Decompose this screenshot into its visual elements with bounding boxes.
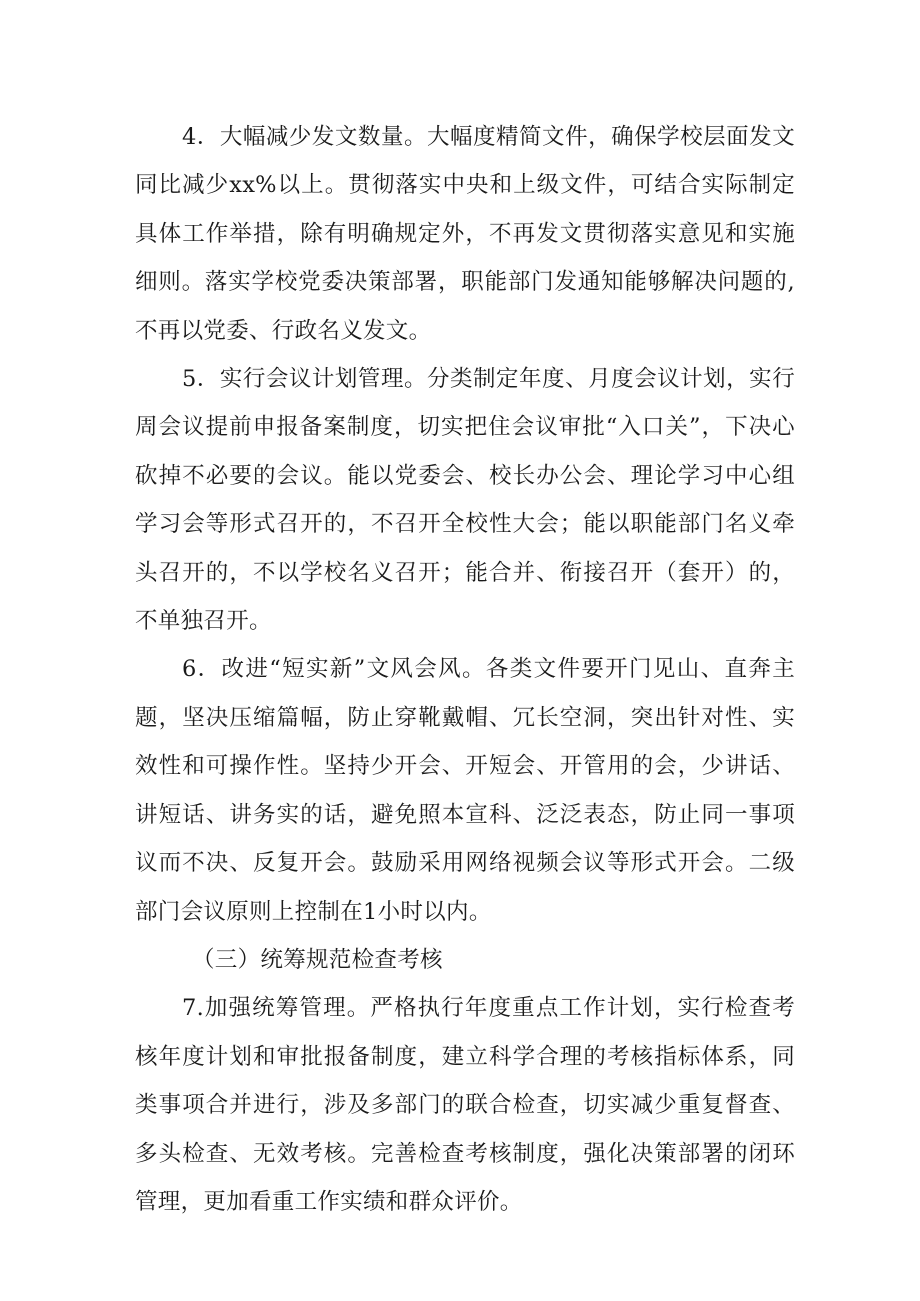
paragraph-item-4: 4．大幅减少发文数量。大幅度精简文件，确保学校层面发文同比减少xx%以上。贯彻落实中央和上级文件，可结合实际制定具体工作举措，除有明确规定外，不再发文贯彻落实意见和实施细则。落实学校党委决策部署，职能部门发通知能够解决问题的,不再以党委、行政名义发文。 <box>135 124 795 344</box>
section-heading: （三）统筹规范检查考核 <box>192 946 443 973</box>
paragraph-item-6: 6．改进“短实新”文风会风。各类文件要开门见山、直奔主题，坚决压缩篇幅，防止穿靴戴帽、冗长空洞，突出针对性、实效性和可操作性。坚持少开会、开短会、开管用的会，少讲话、讲短话、讲务实的话，避免照本宣科、泛泛表态，防止同一事项议而不决、反复开会。鼓励采用网络视频会议等形式开会。二级部门会议原则上控制在1小时以内。 <box>135 656 795 925</box>
document-body <box>135 113 795 1226</box>
paragraph-item-5: 5．实行会议计划管理。分类制定年度、月度会议计划，实行周会议提前申报备案制度，切实把住会议审批“入口关”，下决心砍掉不必要的会议。能以党委会、校长办公会、理论学习中心组学习会等形式召开的，不召开全校性大会；能以职能部门名义牵头召开的，不以学校名义召开；能合并、衔接召开（套开）的，不单独召开。 <box>135 366 795 635</box>
paragraph-item-7: 7.加强统筹管理。严格执行年度重点工作计划，实行检查考核年度计划和审批报备制度，建立科学合理的考核指标体系，同类事项合并进行，涉及多部门的联合检查，切实减少重复督查、多头检查、无效考核。完善检查考核制度，强化决策部署的闭环管理，更加看重工作实绩和群众评价。 <box>135 995 795 1215</box>
